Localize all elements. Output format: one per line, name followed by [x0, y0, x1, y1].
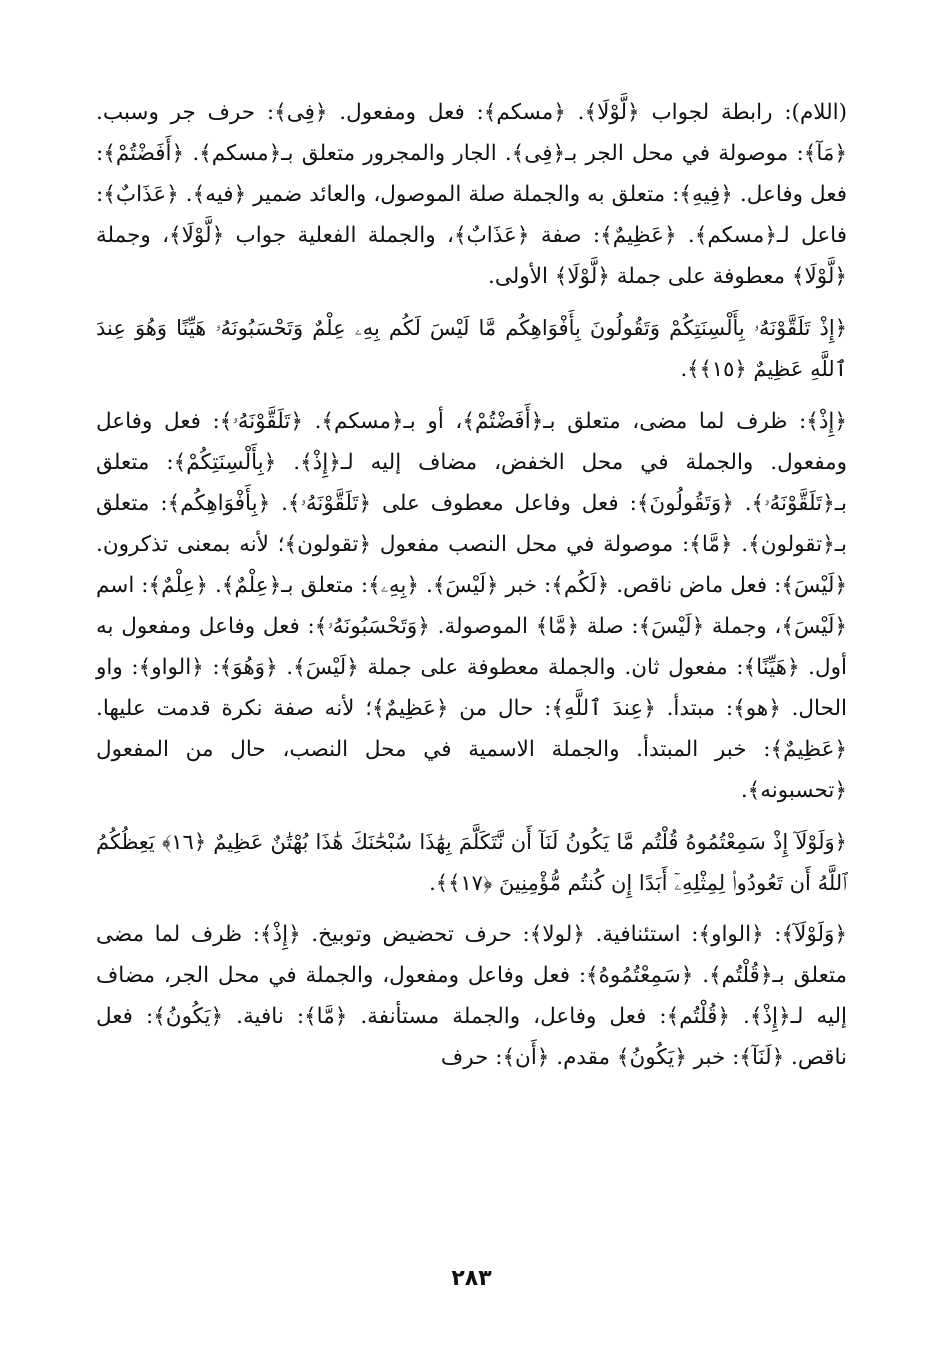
commentary-paragraph: ﴿وَلَوْلَآ﴾: ﴿الواو﴾: استئنافية. ﴿لولا﴾: حرف تحضيض وتوبيخ. ﴿إِذْ﴾: ظرف لما مضى متعلق بـ﴿قُلْتُم﴾. ﴿سَمِعْتُمُوهُ﴾: فعل وفاعل ومفعول، والجملة في محل الجر، مضاف إليه لـ﴿إِذْ﴾. ﴿قُلْتُم﴾: فعل وفاعل، والجملة مستأنفة. ﴿مَّا﴾: نافية. ﴿يَكُونُ﴾: فعل ناقص. ﴿لَنَآ﴾: خبر ﴿يَكُونُ﴾ مقدم. ﴿أَن﴾: حرف: [96, 922, 847, 1070]
quran-verse: ﴿إِذْ تَلَقَّوْنَهُۥ بِأَلْسِنَتِكُمْ وَتَقُولُونَ بِأَفْوَاهِكُم مَّا لَيْسَ لَكُم بِهِۦ عِلْمٌ وَتَحْسَبُونَهُۥ هَيِّنًا وَهُوَ عِندَ ٱللَّهِ عَظِيمٌ ﴿١٥﴾﴾.: [96, 316, 847, 381]
quran-verse: ﴿وَلَوْلَآ إِذْ سَمِعْتُمُوهُ قُلْتُم مَّا يَكُونُ لَنَآ أَن نَّتَكَلَّمَ بِهَٰذَا سُبْحَٰنَكَ هَٰذَا بُهْتَٰنٌ عَظِيمٌ ﴿١٦﴾ يَعِظُكُمُ ٱللَّهُ أَن تَعُودُوا۟ لِمِثْلِهِۦٓ أَبَدًا إِن كُنتُم مُّؤْمِنِينَ ﴿١٧﴾﴾.: [96, 830, 847, 895]
commentary-paragraph: ﴿إِذْ﴾: ظرف لما مضى، متعلق بـ﴿أَفَضْتُمْ﴾، أو بـ﴿مسكم﴾. ﴿تَلَقَّوْنَهُۥ﴾: فعل وفاعل ومفعول. والجملة في محل الخفض، مضاف إليه لـ﴿إِذْ﴾. ﴿بِأَلْسِنَتِكُمْ﴾: متعلق بـ﴿تَلَقَّوْنَهُۥ﴾. ﴿وَتَقُولُونَ﴾: فعل وفاعل معطوف على ﴿تَلَقَّوْنَهُۥ﴾. ﴿بِأَفْوَاهِكُم﴾: متعلق بـ﴿تقولون﴾. ﴿مَّا﴾: موصولة في محل النصب مفعول ﴿تقولون﴾؛ لأنه بمعنى تذكرون. ﴿لَيْسَ﴾: فعل ماض ناقص. ﴿لَكُم﴾: خبر ﴿لَيْسَ﴾. ﴿بِهِۦ﴾: متعلق بـ﴿عِلْمٌ﴾. ﴿عِلْمٌ﴾: اسم ﴿لَيْسَ﴾، وجملة ﴿لَيْسَ﴾: صلة ﴿مَّا﴾ الموصولة. ﴿وَتَحْسَبُونَهُۥ﴾: فعل وفاعل ومفعول به أول. ﴿هَيِّنًا﴾: مفعول ثان. والجملة معطوفة على جملة ﴿لَيْسَ﴾. ﴿وَهُوَ﴾: ﴿الواو﴾: واو الحال. ﴿هو﴾: مبتدأ. ﴿عِندَ ٱللَّهِ﴾: حال من ﴿عَظِيمٌ﴾؛ لأنه صفة نكرة قدمت عليها. ﴿عَظِيمٌ﴾: خبر المبتدأ. والجملة الاسمية في محل النصب، حال من المفعول ﴿تحسبونه﴾.: [96, 409, 847, 803]
commentary-paragraph: (اللام): رابطة لجواب ﴿لَّوْلَا﴾. ﴿مسكم﴾: فعل ومفعول. ﴿فِى﴾: حرف جر وسبب. ﴿مَآ﴾: موصولة في محل الجر بـ﴿فِى﴾. الجار والمجرور متعلق بـ﴿مسكم﴾. ﴿أَفَضْتُمْ﴾: فعل وفاعل. ﴿فِيهِ﴾: متعلق به والجملة صلة الموصول، والعائد ضمير ﴿فيه﴾. ﴿عَذَابٌ﴾: فاعل لـ﴿مسكم﴾. ﴿عَظِيمٌ﴾: صفة ﴿عَذَابٌ﴾، والجملة الفعلية جواب ﴿لَّوْلَا﴾، وجملة ﴿لَّوْلَا﴾ معطوفة على جملة ﴿لَّوْلَا﴾ الأولى.: [96, 100, 847, 289]
page-body: [96, 92, 847, 1310]
page-number: ٢٨٣: [451, 1266, 492, 1291]
